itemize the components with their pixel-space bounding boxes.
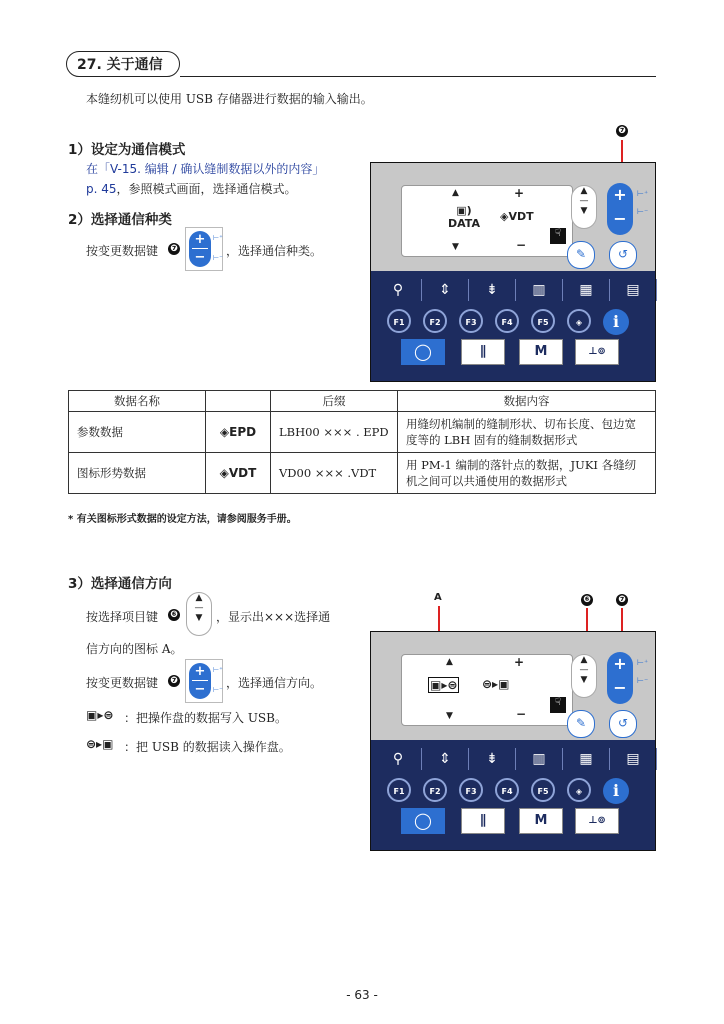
counter-icon[interactable]: ▤ bbox=[626, 751, 640, 767]
data-icon: ▣) DATA bbox=[448, 204, 480, 230]
step3-heading: 3）选择通信方向 bbox=[68, 576, 172, 592]
epd-icon: ◈EPD bbox=[206, 412, 271, 453]
reset-key[interactable]: ∥ bbox=[461, 808, 505, 834]
read-usb-icon-option: ⊜▸▣ bbox=[482, 677, 510, 691]
section-title-box bbox=[66, 51, 180, 77]
return-button[interactable]: ↺ bbox=[609, 241, 637, 269]
thread-icon[interactable]: ⚲ bbox=[392, 282, 404, 298]
f3-key[interactable]: F3 bbox=[459, 309, 483, 333]
edit-button-2[interactable]: ✎ bbox=[567, 710, 595, 738]
ready-key[interactable]: ◯ bbox=[401, 808, 445, 834]
lcd-screen-2: ▲ + ▣▸⊜ ⊜▸▣ ▼ − ☟ bbox=[401, 654, 573, 726]
edit-button[interactable]: ✎ bbox=[567, 241, 595, 269]
f5-key[interactable]: F5 bbox=[531, 778, 555, 802]
write-usb-icon: ▣▸⊜ bbox=[86, 708, 114, 722]
info-key[interactable]: i bbox=[603, 778, 629, 804]
f1-key[interactable]: F1 bbox=[387, 778, 411, 802]
f2-key[interactable]: F2 bbox=[423, 778, 447, 802]
page-number: - 63 - bbox=[346, 988, 378, 1002]
length-icon[interactable]: ⇟ bbox=[486, 751, 498, 767]
step1-link-line[interactable]: 在「V-15. 编辑 / 确认缝制数据以外的内容」 bbox=[86, 162, 325, 176]
stitch-icon[interactable]: ⇕ bbox=[439, 282, 451, 298]
step1-heading: 1）设定为通信模式 bbox=[68, 142, 186, 158]
counter-icon[interactable]: ▤ bbox=[626, 282, 640, 298]
reset-key[interactable]: ∥ bbox=[461, 339, 505, 365]
tension-icon[interactable]: ◉ bbox=[673, 751, 687, 767]
read-usb-icon: ⊜▸▣ bbox=[86, 737, 114, 751]
step3-text-b: ，显示出×××选择通 bbox=[216, 610, 331, 624]
usb-key[interactable]: ◈ bbox=[567, 778, 591, 802]
select-key-icon: ▲ — ▼ bbox=[186, 592, 212, 636]
change-data-key-2[interactable]: + − bbox=[607, 652, 633, 704]
step2-text-b: ，选择通信种类。 bbox=[226, 244, 323, 258]
intro-text: 本缝纫机可以使用 USB 存储器进行数据的输入输出。 bbox=[86, 92, 373, 106]
vdt-icon: ◈VDT bbox=[206, 453, 271, 494]
step1-text: ，参照模式画面，选择通信模式。 bbox=[116, 182, 297, 196]
f5-key[interactable]: F5 bbox=[531, 309, 555, 333]
f4-key[interactable]: F4 bbox=[495, 309, 519, 333]
winder-key[interactable]: ⊥⊚ bbox=[575, 808, 619, 834]
data-table: 数据名称 后缀 数据内容 参数数据 ◈EPD LBH00 ××× . EPD 用缝纫机编制的缝制形状、切布长度、包边宽度等的 LBH 固有的缝制数据形式 图标形势数据 ◈VDT VD00 ××× .VDT 用 PM-1 编制的落针点的数据，JUKI 各缝纫机之间可以共通使用的数据形式 bbox=[68, 390, 656, 494]
write-usb-icon-selected: ▣▸⊜ bbox=[430, 678, 458, 692]
table-row: 参数数据 ◈EPD LBH00 ××× . EPD 用缝纫机编制的缝制形状、切布长度、包边宽度等的 LBH 固有的缝制数据形式 bbox=[69, 412, 656, 453]
marker-6: ❻ bbox=[168, 609, 180, 621]
step2-text-a: 按变更数据键 bbox=[86, 244, 159, 258]
pattern-icon[interactable]: ▦ bbox=[579, 751, 593, 767]
section-title: 27. 关于通信 bbox=[77, 57, 163, 73]
step3-text-a: 按选择项目键 bbox=[86, 610, 159, 624]
info-key[interactable]: i bbox=[603, 309, 629, 335]
mode-key[interactable]: M bbox=[519, 808, 563, 834]
length-icon[interactable]: ⇟ bbox=[486, 282, 498, 298]
width-icon[interactable]: ▥ bbox=[532, 751, 546, 767]
panel1-marker-7: ❼ bbox=[616, 125, 628, 137]
panel2-marker-7: ❼ bbox=[616, 594, 628, 606]
tension-icon[interactable]: ◉ bbox=[673, 282, 687, 298]
usb-hand-icon-2: ☟ bbox=[550, 697, 566, 713]
ready-key[interactable]: ◯ bbox=[401, 339, 445, 365]
step2-heading: 2）选择通信种类 bbox=[68, 212, 172, 228]
step3-text-c: 信方向的图标 A。 bbox=[86, 642, 183, 656]
mode-key[interactable]: M bbox=[519, 339, 563, 365]
table-row: 图标形势数据 ◈VDT VD00 ××× .VDT 用 PM-1 编制的落针点的数据，JUKI 各缝纫机之间可以共通使用的数据形式 bbox=[69, 453, 656, 494]
f1-key[interactable]: F1 bbox=[387, 309, 411, 333]
operation-panel-1: ▲ + ▣) DATA ◈VDT ▼ − ☟ ▲ — ▼ + − ⊢⁺ ⊢⁻ ✎ ↺ ⚲ ⇕ ⇟ ▥ ▦ ▤ ◉ F1 F2 F3 F4 F5 ◈ i ◯ ∥ M ⊥⊚ bbox=[370, 162, 656, 382]
winder-key[interactable]: ⊥⊚ bbox=[575, 339, 619, 365]
footnote: * 有关图标形式数据的设定方法，请参阅服务手册。 bbox=[68, 514, 297, 525]
f2-key[interactable]: F2 bbox=[423, 309, 447, 333]
marker-7b: ❼ bbox=[168, 675, 180, 687]
vdt-icon: ◈VDT bbox=[500, 210, 534, 223]
stitch-icon[interactable]: ⇕ bbox=[439, 751, 451, 767]
return-button-2[interactable]: ↺ bbox=[609, 710, 637, 738]
operation-panel-2: ▲ + ▣▸⊜ ⊜▸▣ ▼ − ☟ ▲ — ▼ + − ⊢⁺ ⊢⁻ ✎ ↺ ⚲ ⇕ ⇟ ▥ ▦ ▤ ◉ F1 F2 F3 F4 F5 ◈ i ◯ ∥ M ⊥⊚ bbox=[370, 631, 656, 851]
select-key[interactable]: ▲ — ▼ bbox=[571, 185, 597, 229]
step3-text-e: ，选择通信方向。 bbox=[226, 676, 323, 690]
width-icon[interactable]: ▥ bbox=[532, 282, 546, 298]
pattern-icon[interactable]: ▦ bbox=[579, 282, 593, 298]
marker-7: ❼ bbox=[168, 243, 180, 255]
write-desc: ：把操作盘的数据写入 USB。 bbox=[124, 711, 287, 725]
section-rule bbox=[180, 76, 656, 77]
step3-text-d: 按变更数据键 bbox=[86, 676, 159, 690]
select-key-2[interactable]: ▲ — ▼ bbox=[571, 654, 597, 698]
change-data-key-icon-2: + − ⊢⁺ ⊢⁻ bbox=[185, 659, 223, 703]
change-data-key[interactable]: + − bbox=[607, 183, 633, 235]
usb-key[interactable]: ◈ bbox=[567, 309, 591, 333]
page-link[interactable]: p. 45 bbox=[86, 182, 117, 196]
label-a: A bbox=[434, 592, 442, 603]
lcd-screen: ▲ + ▣) DATA ◈VDT ▼ − ☟ bbox=[401, 185, 573, 257]
panel2-marker-6: ❻ bbox=[581, 594, 593, 606]
f4-key[interactable]: F4 bbox=[495, 778, 519, 802]
f3-key[interactable]: F3 bbox=[459, 778, 483, 802]
change-data-key-icon: + − ⊢⁺ ⊢⁻ bbox=[185, 227, 223, 271]
usb-hand-icon: ☟ bbox=[550, 228, 566, 244]
thread-icon[interactable]: ⚲ bbox=[392, 751, 404, 767]
read-desc: ：把 USB 的数据读入操作盘。 bbox=[124, 740, 291, 754]
